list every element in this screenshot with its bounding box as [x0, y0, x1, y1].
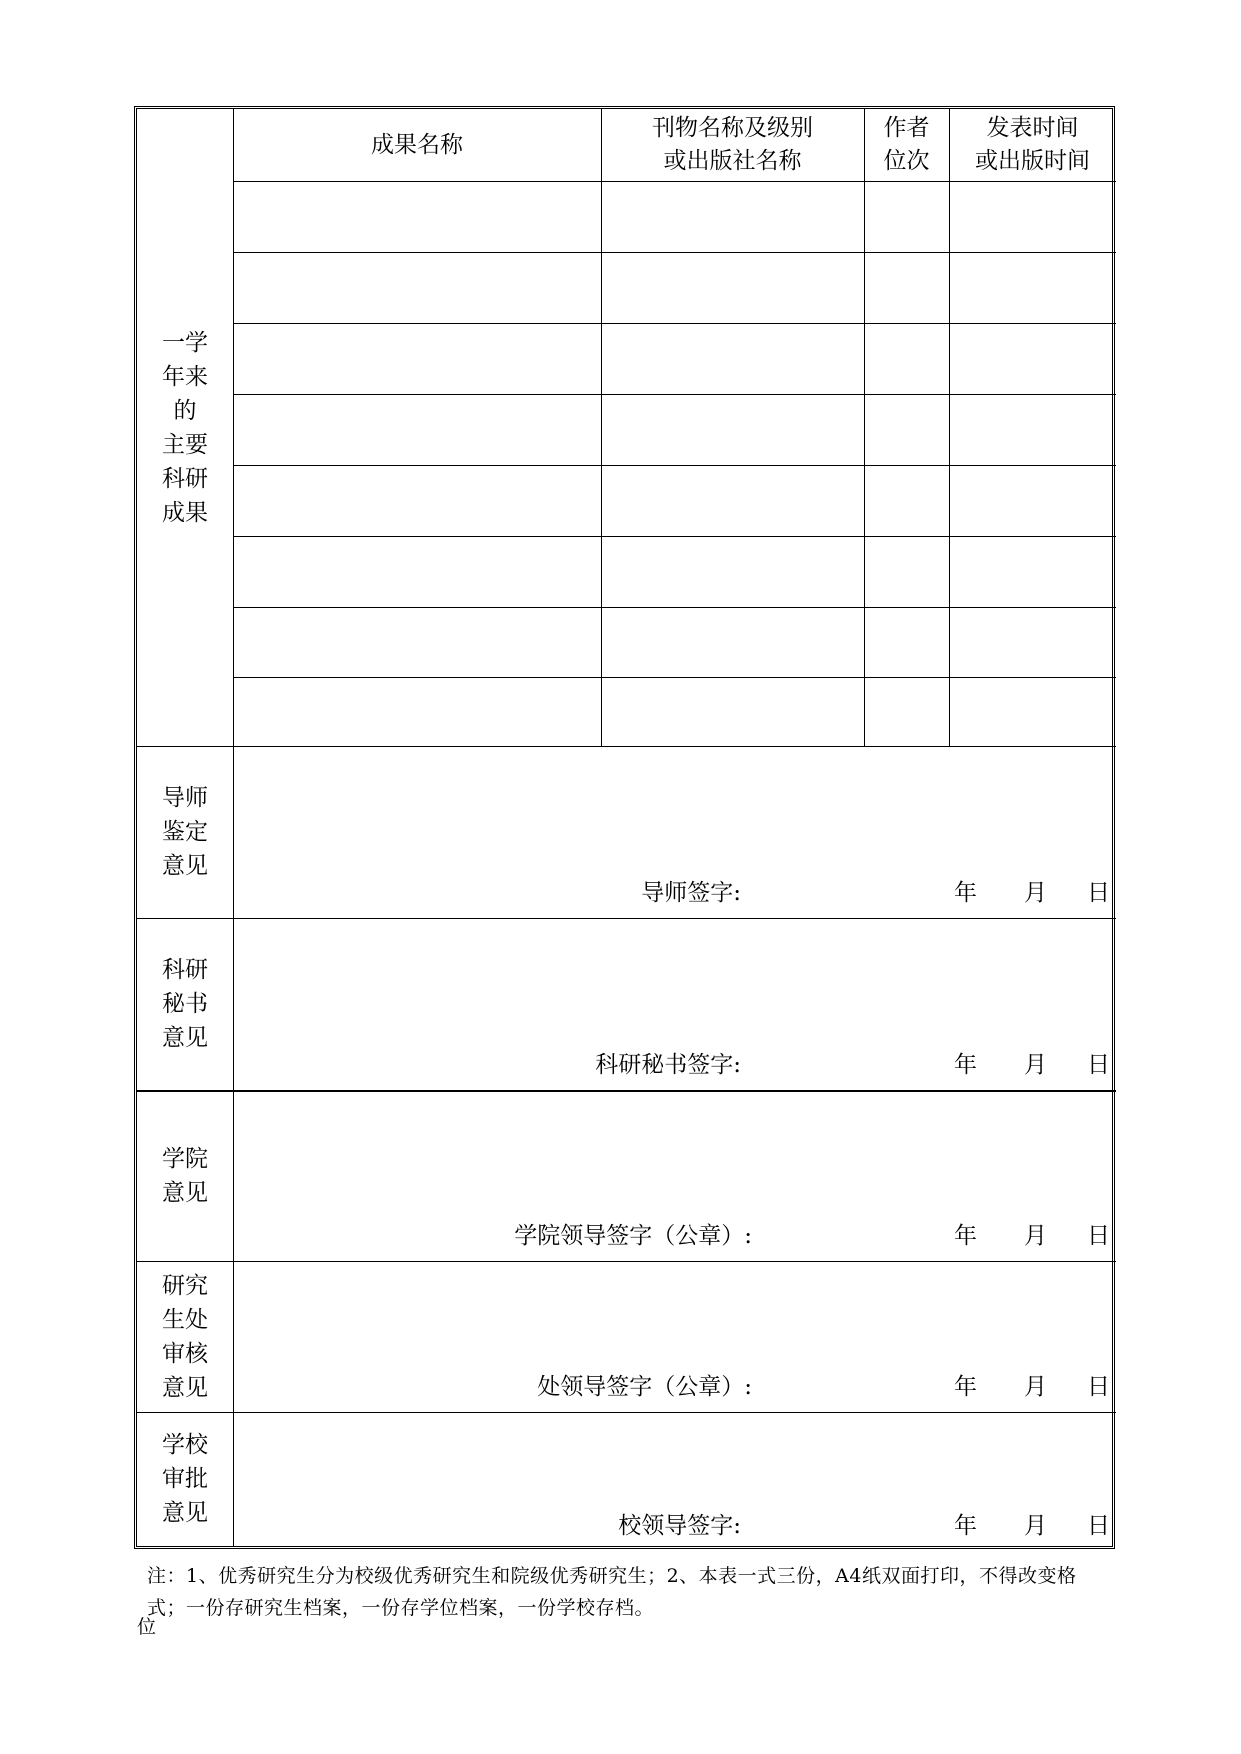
supervisor-opinion-label: 导师 鉴定 意见 [162, 785, 208, 879]
college-opinion-field[interactable] [234, 1092, 1115, 1210]
year-label: 年 [954, 1223, 977, 1249]
header-publish-date: 发表时间 或出版时间 [975, 115, 1090, 174]
publish-date-cell[interactable] [950, 466, 1115, 536]
author-rank-cell[interactable] [865, 324, 948, 394]
day-label: 日 [1087, 1513, 1110, 1539]
journal-cell[interactable] [602, 182, 863, 252]
month-label: 月 [1024, 880, 1047, 906]
day-label: 日 [1087, 1052, 1110, 1078]
stray-character: 位 [137, 1616, 157, 1638]
month-label: 月 [1024, 1513, 1047, 1539]
journal-cell[interactable] [602, 324, 863, 394]
month-label: 月 [1024, 1374, 1047, 1400]
publish-date-cell[interactable] [950, 395, 1115, 465]
journal-cell[interactable] [602, 395, 863, 465]
secretary-signature-label: 科研秘书签字: [595, 1052, 741, 1078]
journal-cell[interactable] [602, 253, 863, 323]
graduate-office-opinion-label: 研究 生处 审核 意见 [162, 1272, 208, 1401]
author-rank-cell[interactable] [865, 608, 948, 677]
author-rank-cell[interactable] [865, 678, 948, 746]
author-rank-cell[interactable] [865, 466, 948, 536]
office-signature-label: 处领导签字（公章）: [537, 1374, 752, 1400]
header-author-rank: 作者 位次 [883, 115, 930, 174]
college-opinion-label: 学院 意见 [162, 1145, 208, 1206]
result-name-cell[interactable] [234, 395, 600, 465]
university-signature-label: 校领导签字: [618, 1513, 741, 1539]
supervisor-signature-label: 导师签字: [641, 880, 741, 906]
research-results-label: 一学 年来 的 主要 科研 成果 [162, 329, 208, 526]
month-label: 月 [1024, 1052, 1047, 1078]
secretary-opinion-label: 科研 秘书 意见 [162, 957, 208, 1051]
header-result-name: 成果名称 [371, 131, 463, 158]
footnote: 注：1、优秀研究生分为校级优秀研究生和院级优秀研究生；2、本表一式三份，A4纸双面打印，不得改变格式；一份存研究生档案，一份存学位档案，一份学校存档。 [147, 1565, 1077, 1619]
result-name-cell[interactable] [234, 537, 600, 607]
result-name-cell[interactable] [234, 253, 600, 323]
supervisor-opinion-field[interactable] [234, 747, 1115, 867]
university-approval-label: 学校 审批 意见 [162, 1432, 208, 1526]
publish-date-cell[interactable] [950, 253, 1115, 323]
header-journal: 刊物名称及级别 或出版社名称 [652, 115, 813, 174]
journal-cell[interactable] [602, 466, 863, 536]
publish-date-cell[interactable] [950, 537, 1115, 607]
publish-date-cell[interactable] [950, 608, 1115, 677]
year-label: 年 [954, 1052, 977, 1078]
day-label: 日 [1087, 1223, 1110, 1249]
graduate-office-opinion-field[interactable] [234, 1262, 1115, 1362]
author-rank-cell[interactable] [865, 253, 948, 323]
journal-cell[interactable] [602, 537, 863, 607]
author-rank-cell[interactable] [865, 537, 948, 607]
year-label: 年 [954, 880, 977, 906]
result-name-cell[interactable] [234, 678, 600, 746]
college-signature-label: 学院领导签字（公章）: [514, 1223, 752, 1249]
author-rank-cell[interactable] [865, 182, 948, 252]
journal-cell[interactable] [602, 678, 863, 746]
publish-date-cell[interactable] [950, 324, 1115, 394]
result-name-cell[interactable] [234, 324, 600, 394]
university-approval-field[interactable] [234, 1413, 1115, 1497]
day-label: 日 [1087, 1374, 1110, 1400]
result-name-cell[interactable] [234, 608, 600, 677]
publish-date-cell[interactable] [950, 182, 1115, 252]
journal-cell[interactable] [602, 608, 863, 677]
year-label: 年 [954, 1513, 977, 1539]
author-rank-cell[interactable] [865, 395, 948, 465]
evaluation-form [134, 106, 1115, 1549]
result-name-cell[interactable] [234, 182, 600, 252]
day-label: 日 [1087, 880, 1110, 906]
secretary-opinion-field[interactable] [234, 919, 1115, 1039]
month-label: 月 [1024, 1223, 1047, 1249]
publish-date-cell[interactable] [950, 678, 1115, 746]
result-name-cell[interactable] [234, 466, 600, 536]
year-label: 年 [954, 1374, 977, 1400]
